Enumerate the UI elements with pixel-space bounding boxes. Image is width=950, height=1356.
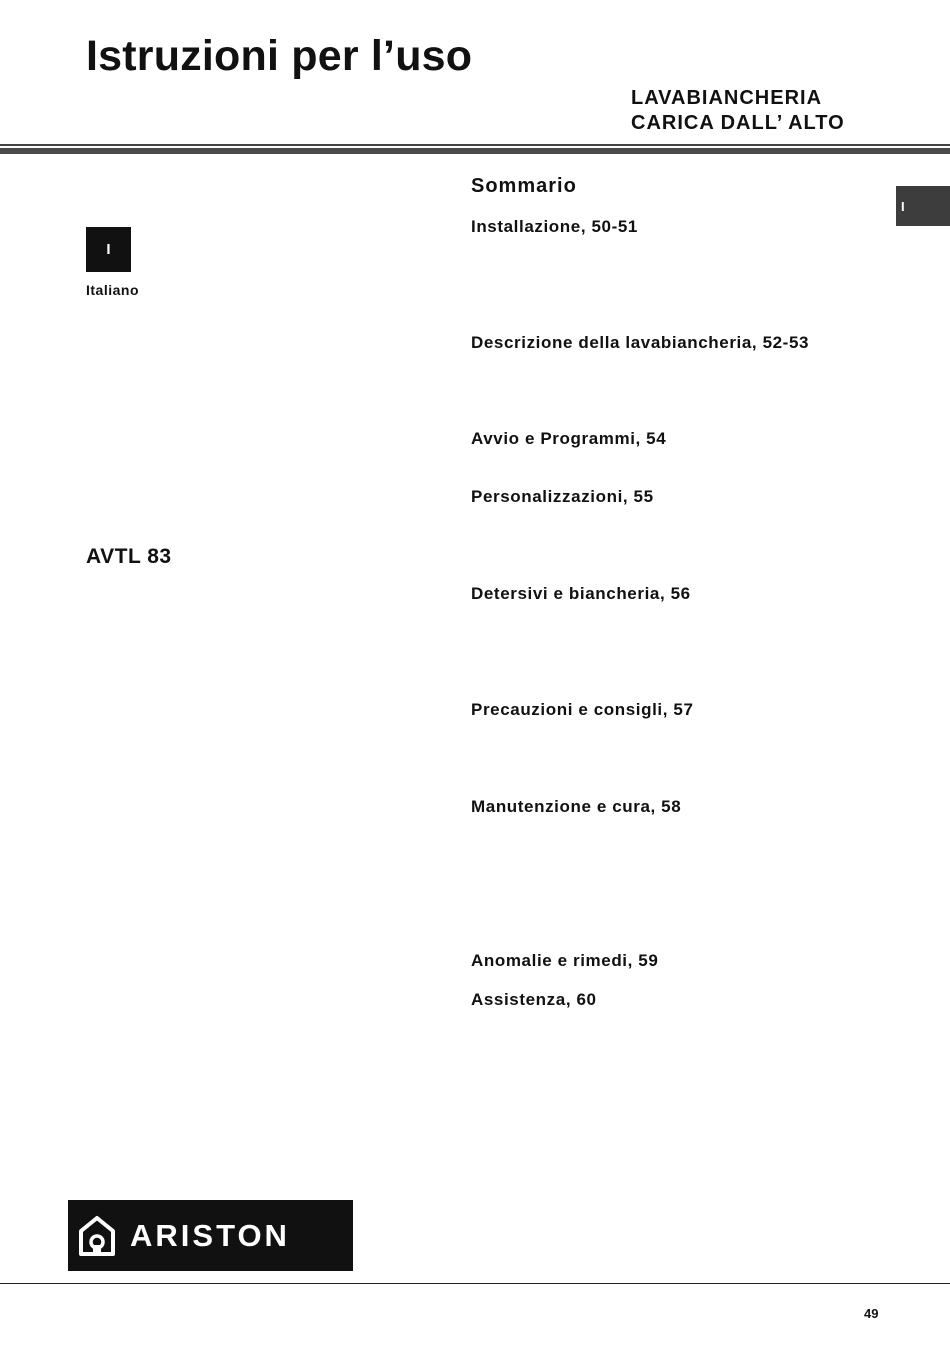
product-type-line-1: LAVABIANCHERIA xyxy=(631,87,823,109)
toc-item-manutenzione[interactable]: Manutenzione e cura, 58 xyxy=(471,797,682,816)
logo-text: ARISTON xyxy=(130,1217,290,1253)
language-side-tab: I xyxy=(896,186,950,226)
toc-item-descrizione[interactable]: Descrizione della lavabiancheria, 52-53 xyxy=(471,333,810,352)
language-badge: I xyxy=(86,227,131,272)
product-type-line-2: CARICA DALL’ ALTO xyxy=(631,112,845,134)
page-title: Istruzioni per l’uso xyxy=(86,32,473,80)
toc-heading: Sommario xyxy=(471,175,577,197)
toc-item-assistenza[interactable]: Assistenza, 60 xyxy=(471,990,597,1009)
header-divider-thin xyxy=(0,144,950,146)
language-label: Italiano xyxy=(86,282,140,298)
header-divider-thick xyxy=(0,148,950,154)
toc-item-personalizzazioni[interactable]: Personalizzazioni, 55 xyxy=(471,487,654,506)
page-number: 49 xyxy=(864,1306,879,1321)
toc-item-detersivi[interactable]: Detersivi e biancheria, 56 xyxy=(471,584,691,603)
model-name: AVTL 83 xyxy=(86,545,172,568)
footer-divider xyxy=(0,1283,950,1284)
product-type xyxy=(631,86,845,136)
toc-item-installazione[interactable]: Installazione, 50-51 xyxy=(471,217,638,236)
toc-item-precauzioni[interactable]: Precauzioni e consigli, 57 xyxy=(471,700,694,719)
toc-item-anomalie[interactable]: Anomalie e rimedi, 59 xyxy=(471,951,659,970)
house-icon xyxy=(78,1215,116,1257)
toc-item-avvio-programmi[interactable]: Avvio e Programmi, 54 xyxy=(471,429,667,448)
ariston-logo xyxy=(68,1200,353,1271)
